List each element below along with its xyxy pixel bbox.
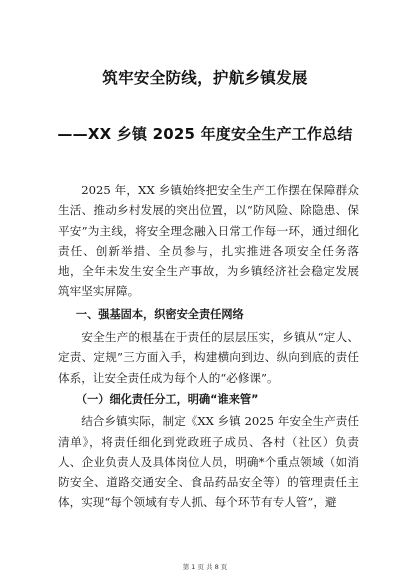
page-number: 第 1 页 共 8 页 bbox=[182, 563, 228, 571]
document-subtitle: ——XX 乡镇 2025 年度安全生产工作总结 bbox=[57, 125, 353, 143]
document-body bbox=[58, 180, 359, 513]
section-heading: 一、强基固本，织密安全责任网络 bbox=[75, 307, 244, 321]
subsection-paragraph: 结合乡镇实际，制定《XX 乡镇 2025 年安全生产责任清单》，将责任细化到党政班子成员、各村（社区）负责人、企业负责人及具体岗位人员，明确*个重点领域（如消防安全、道路交通安全、食品药品安全等）的管理责任主体，实现“每个领域有专人抓、每个环节有专人管”，避 bbox=[58, 414, 359, 510]
subsection-heading: （一）细化责任分工，明确“谁来管” bbox=[75, 392, 259, 406]
document-title: 筑牢安全防线，护航乡镇发展 bbox=[102, 69, 308, 87]
section-paragraph: 安全生产的根基在于责任的层层压实，乡镇从“定人、定责、定规”三方面入手，构建横向到边、纵向到底的责任体系，让安全责任成为每个人的“必修课”。 bbox=[58, 330, 359, 385]
intro-paragraph: 2025 年，XX 乡镇始终把安全生产工作摆在保障群众生活、推动乡村发展的突出位置，以“防风险、除隐患、保平安”为主线，将安全理念融入日常工作每一环，通过细化责任、创新举措、全员参与，扎实推进各项安全任务落地，全年未发生安全生产事故，为乡镇经济社会稳定发展筑牢坚实屏障。 bbox=[58, 183, 359, 299]
